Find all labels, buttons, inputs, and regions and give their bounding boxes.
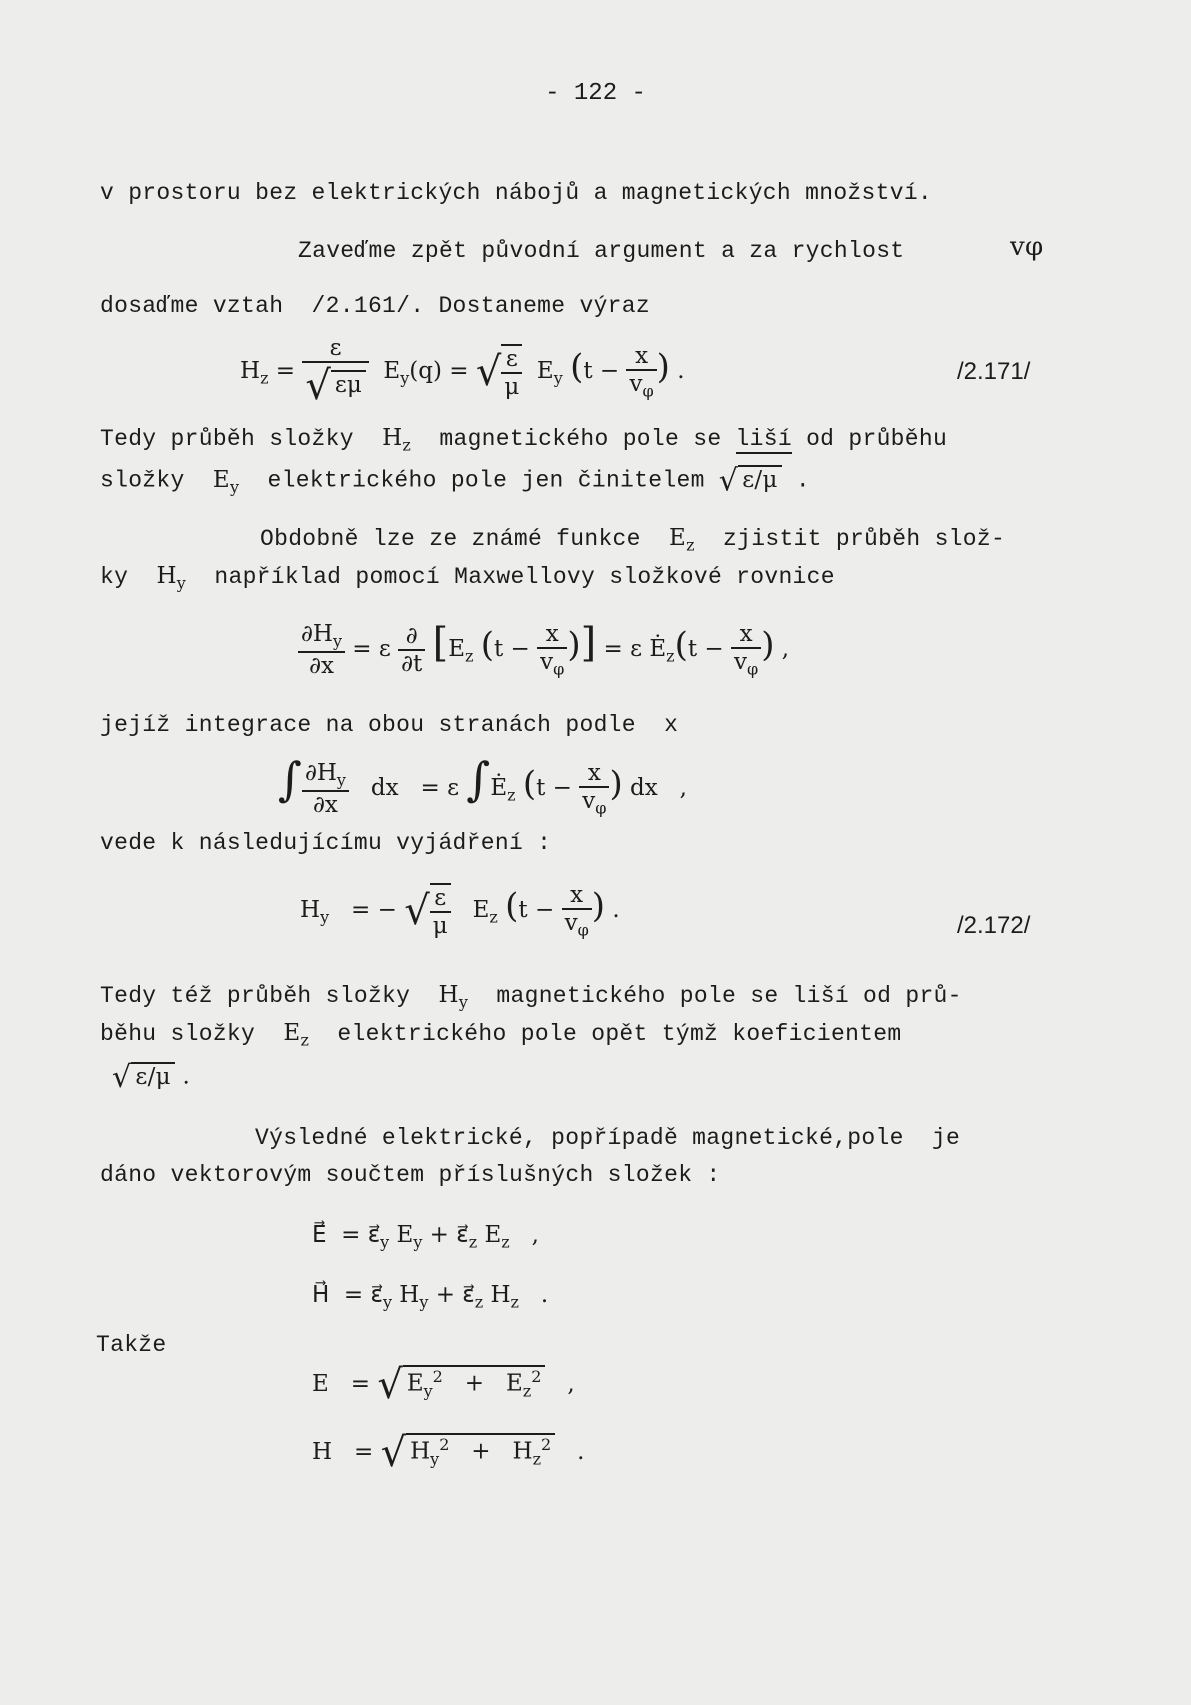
text-line-5: složky $E_y$ elektrického pole jen činitelem √ ε/μ .: [100, 463, 810, 498]
text-line-11: běhu složky $E_z$ elektrického pole opět týmž koeficientem: [100, 1020, 902, 1050]
text-line-8: jejíž integrace na obou stranách podle x: [100, 712, 679, 738]
equation-maxwell: $\frac{\partial H_y}{\partial x}$ = ε $\frac{\partial}{\partial t}$ [$E_z$ (t − $\frac{x}{v_\varphi}$ )] = ε $Ė_z(t$ − $\frac{x}{v_\varphi}$ ) ,: [298, 620, 789, 679]
text-line-4: Tedy průběh složky $H_z$ magnetického pole se liší od průběhu: [100, 425, 948, 455]
text-line-10: Tedy též průběh složky $H_y$ magnetického pole se liší od prů-: [100, 982, 962, 1012]
equation-magnitude-H: H = √ $H_y^2 + H_z^2$ .: [312, 1430, 585, 1476]
equation-tag-2-172: /2.172/: [957, 912, 1031, 939]
text-line-15: Takže: [96, 1332, 167, 1358]
page-number: - 122 -: [545, 80, 646, 107]
text-line-12: √ ε/μ .: [112, 1060, 191, 1095]
text-line-6: Obdobně lze ze známé funkce $E_z$ zjistit průběh slož-: [260, 525, 1006, 555]
text-line-9: vede k následujícímu vyjádření :: [100, 830, 552, 856]
equation-magnitude-E: E = √ $E_y^2 + E_z^2$ ,: [312, 1362, 575, 1408]
text-line-1: v prostoru bez elektrických nábojů a magnetických množství.: [100, 180, 933, 206]
equation-vector-E: E⃗ = $\varepsilon⃗_y$ $E_y$ + $\varepsilon⃗_z$ $E_z$ ,: [312, 1222, 539, 1252]
equation-integral: ∫ $\frac{\partial H_y}{\partial x}$ dx = ε $\int Ė_z$ (t − $\frac{x}{v_\varphi}$ ) dx ,: [278, 752, 687, 818]
equation-vector-H: H⃗ = $\varepsilon⃗_y$ $H_y$ + $\varepsilon⃗_z$ $H_z$ .: [312, 1282, 549, 1312]
text-line-7: ky $H_y$ například pomocí Maxwellovy složkové rovnice: [100, 563, 835, 593]
text-line-2: Zaveďme zpět původní argument a za rychlost: [298, 238, 905, 264]
equation-2-172: $H_y$ = − √ $\frac{\varepsilon}{\mu}$ $E_z$ (t − $\frac{x}{v_\varphi}$ ) .: [300, 882, 620, 940]
symbol-v-phi: vφ: [1010, 232, 1044, 262]
text-line-3: dosaďme vztah /2.161/. Dostaneme výraz: [100, 293, 650, 319]
equation-tag-2-171: /2.171/: [957, 358, 1031, 385]
equation-2-171: $H_z$ = $\frac{\varepsilon}{√ \varepsilon\mu}$ $E_y(q)$ = √ $\frac{\varepsilon}{\mu}$ $E_y$ (t − $\frac{x}{v_\varphi}$ ) .: [240, 335, 685, 409]
text-line-14: dáno vektorovým součtem příslušných složek :: [100, 1162, 721, 1188]
text-line-13: Výsledné elektrické, popřípadě magnetické,pole je: [255, 1125, 961, 1151]
